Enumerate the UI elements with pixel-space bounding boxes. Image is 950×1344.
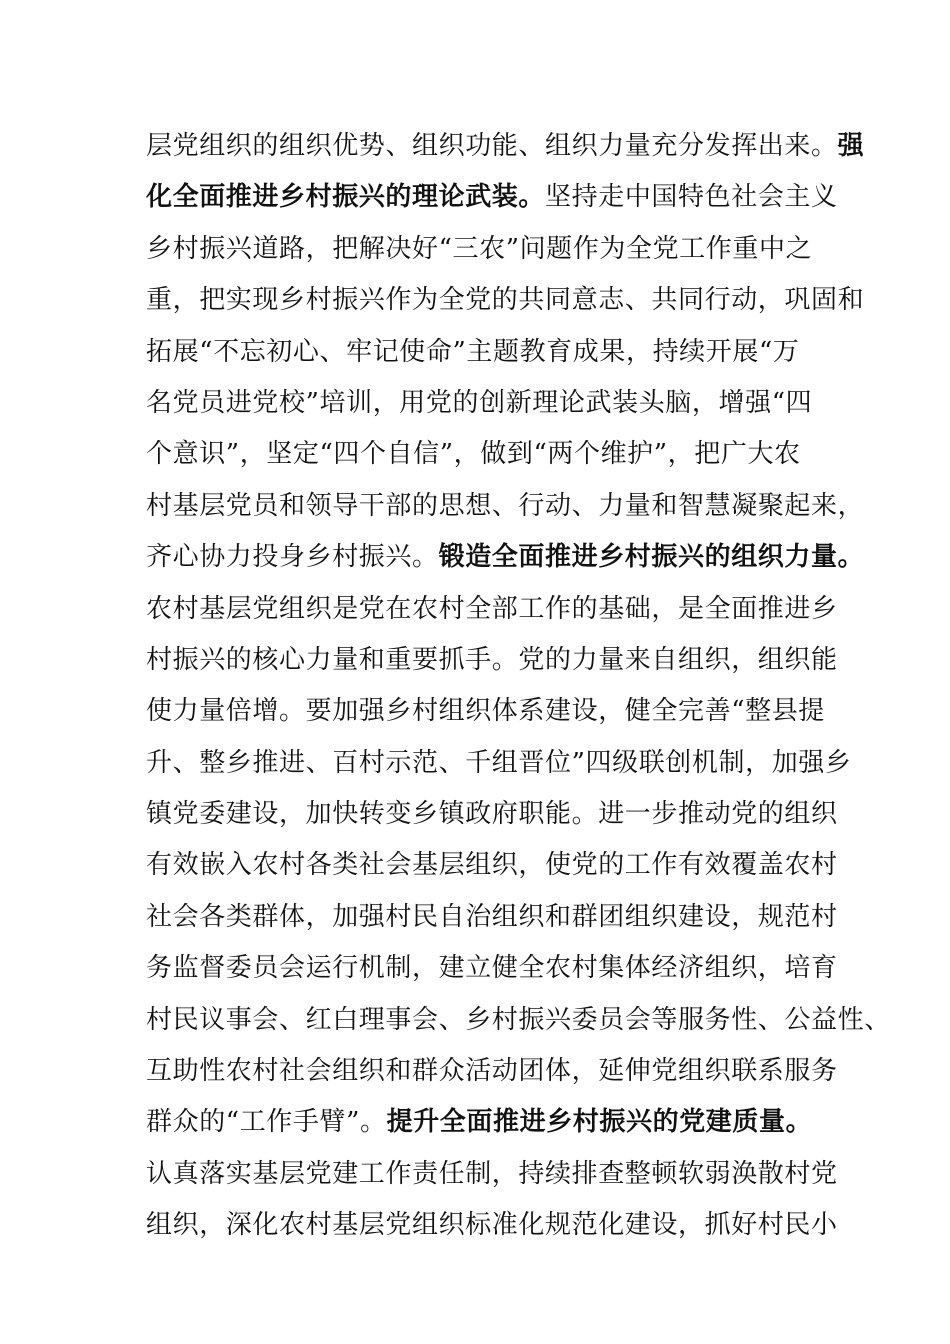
bold-text-segment: 强: [837, 131, 865, 161]
text-segment: 使力量倍增。要加强乡村组织体系建设，健全完善“整县提: [146, 696, 825, 727]
text-segment: 名党员进党校”培训，用党的创新理论武装头脑，增强“四: [146, 387, 813, 418]
text-line: [146, 995, 891, 1046]
text-segment: 升、整乡推进、百村示范、千组晋位”四级联创机制，加强乡: [146, 747, 852, 778]
text-line: [146, 429, 836, 480]
text-line: [146, 1149, 836, 1200]
text-segment: 村振兴的核心力量和重要抓手。党的力量来自组织，组织能: [146, 644, 838, 675]
text-segment: 农村基层党组织是党在农村全部工作的基础，是全面推进乡: [146, 593, 838, 624]
bold-text-segment: 锻造全面推进乡村振兴的组织力量。: [438, 542, 865, 573]
text-line: [146, 584, 836, 635]
text-line: [146, 378, 836, 429]
text-segment: 认真落实基层党建工作责任制，持续排查整顿软弱涣散村党: [146, 1158, 838, 1189]
text-segment: 群众的“工作手臂”。: [146, 1107, 387, 1138]
text-segment: 镇党委建设，加快转变乡镇政府职能。进一步推动党的组织: [146, 799, 838, 830]
body-text: [146, 121, 891, 1252]
text-segment: 村民议事会、红白理事会、乡村振兴委员会等服务性、公益性、: [146, 1004, 891, 1035]
text-segment: 村基层党员和领导干部的思想、行动、力量和智慧凝聚起来，: [146, 490, 865, 521]
text-line: [146, 327, 836, 378]
text-segment: 务监督委员会运行机制，建立健全农村集体经济组织，培育: [146, 953, 838, 984]
text-line: [146, 840, 836, 891]
text-segment: 互助性农村社会组织和群众活动团体，延伸党组织联系服务: [146, 1056, 838, 1087]
text-line: [146, 224, 836, 275]
text-line: [146, 172, 836, 223]
text-line: [146, 892, 836, 943]
text-line: [146, 1097, 836, 1148]
text-segment: 乡村振兴道路，把解决好“三农”问题作为全党工作重中之: [146, 233, 813, 264]
bold-text-segment: 化全面推进乡村振兴的理论武装。: [146, 182, 546, 213]
text-line: [146, 275, 865, 326]
text-line: [146, 686, 836, 737]
text-segment: 层党组织的组织优势、组织功能、组织力量充分发挥出来。: [146, 131, 838, 161]
text-segment: 齐心协力投身乡村振兴。: [146, 542, 439, 573]
text-line: [146, 738, 852, 789]
bold-text-segment: 提升全面推进乡村振兴的党建质量。: [386, 1107, 813, 1138]
text-segment: 拓展“不忘初心、牢记使命”主题教育成果，持续开展“万: [146, 336, 800, 367]
text-line: [146, 789, 836, 840]
text-segment: 坚持走中国特色社会主义: [545, 182, 838, 213]
text-segment: 重，把实现乡村振兴作为全党的共同意志、共同行动，巩固和: [146, 285, 865, 316]
text-segment: 个意识”，坚定“四个自信”，做到“两个维护”，把广大农: [146, 439, 801, 470]
text-line: [146, 1200, 836, 1251]
text-line: [146, 635, 836, 686]
text-line: [146, 943, 836, 994]
text-segment: 组织，深化农村基层党组织标准化规范化建设，抓好村民小: [146, 1210, 838, 1241]
text-segment: 有效嵌入农村各类社会基层组织，使党的工作有效覆盖农村: [146, 850, 838, 881]
text-line: [146, 121, 865, 172]
text-segment: 社会各类群体，加强村民自治组织和群团组织建设，规范村: [146, 901, 838, 932]
text-line: [146, 1046, 836, 1097]
text-line: [146, 481, 865, 532]
text-line: [146, 532, 865, 583]
